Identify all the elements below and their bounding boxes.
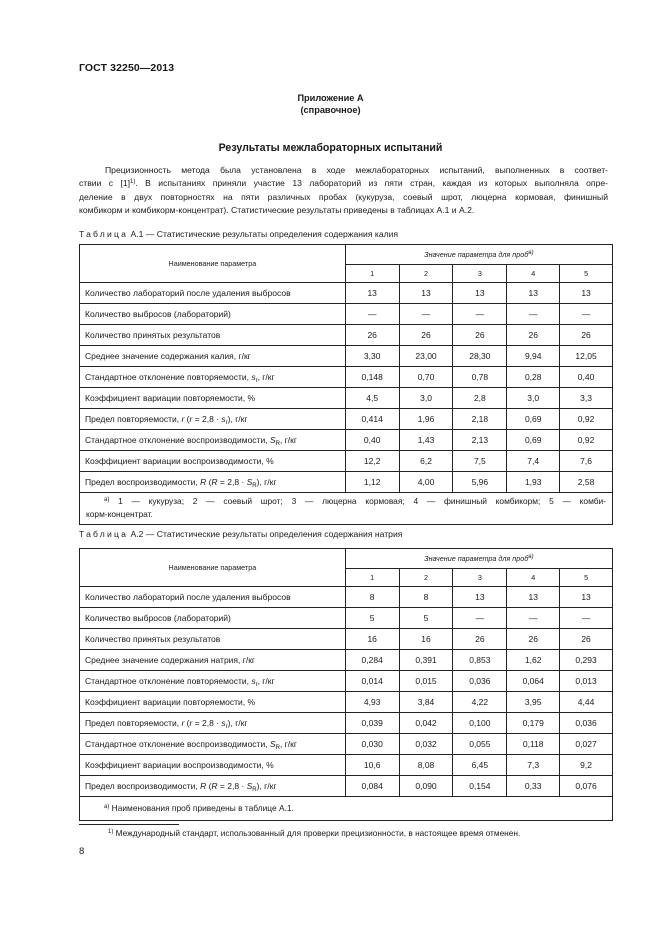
sample-number: 5 — [560, 265, 613, 283]
table-1-caption: Таблица А.1 — Статистические результаты определения содержания калия — [79, 229, 399, 239]
standard-header: ГОСТ 32250—2013 — [79, 62, 175, 74]
cell-value: 0,036 — [453, 671, 507, 692]
param-name: Стандартное отклонение воспроизводимости, $S_R$, г/кг — [80, 430, 346, 451]
cell-value: 3,30 — [345, 346, 399, 367]
table-row — [80, 472, 613, 493]
cell-value: 0,030 — [345, 734, 399, 755]
table-row — [80, 755, 613, 776]
cell-value: 4,22 — [453, 692, 507, 713]
cell-value: 4,00 — [399, 472, 453, 493]
param-name: Коэффициент вариации воспроизводимости, % — [80, 451, 346, 472]
cell-value: 0,148 — [345, 367, 399, 388]
intro-line-4: комбикорм и комбикорм-концентрат). Статистические результаты приведены в таблицах А.1 и А.2. — [79, 204, 475, 215]
table-row — [80, 671, 613, 692]
cell-value: 6,2 — [399, 451, 453, 472]
sample-number: 5 — [560, 569, 613, 587]
note-line-2: корм-концентрат. — [86, 508, 153, 519]
cell-value: 1,93 — [507, 472, 560, 493]
cell-value: 13 — [399, 283, 453, 304]
table-row — [80, 367, 613, 388]
cell-value: 0,055 — [453, 734, 507, 755]
cell-value: 7,6 — [560, 451, 613, 472]
table-note — [80, 797, 613, 821]
cell-value: 5 — [399, 608, 453, 629]
sample-number: 1 — [345, 569, 399, 587]
table-row — [80, 713, 613, 734]
cell-value: 0,414 — [345, 409, 399, 430]
cell-value: 13 — [453, 587, 507, 608]
cell-value: 1,62 — [507, 650, 560, 671]
cell-value: — — [399, 304, 453, 325]
cell-value: 0,076 — [560, 776, 613, 797]
cell-value: 1,12 — [345, 472, 399, 493]
param-name: Количество выбросов (лабораторий) — [80, 608, 346, 629]
annex-type: (справочное) — [300, 105, 361, 115]
intro-line-1: Прецизионность метода была установлена в ходе межлабораторных испытаний, выполненных в соответ- — [105, 165, 608, 175]
cell-value: 3,3 — [560, 388, 613, 409]
cell-value: 0,039 — [345, 713, 399, 734]
cell-value: 5 — [345, 608, 399, 629]
cell-value: 7,5 — [453, 451, 507, 472]
sample-number: 2 — [399, 265, 453, 283]
cell-value: 0,154 — [453, 776, 507, 797]
cell-value: 26 — [560, 629, 613, 650]
cell-value: 26 — [560, 325, 613, 346]
cell-value: 0,70 — [399, 367, 453, 388]
cell-value: 0,92 — [560, 430, 613, 451]
cell-value: — — [507, 608, 560, 629]
cell-value: 0,032 — [399, 734, 453, 755]
cell-value: 3,95 — [507, 692, 560, 713]
cell-value: 0,027 — [560, 734, 613, 755]
sample-number: 4 — [507, 265, 560, 283]
cell-value: — — [560, 608, 613, 629]
sample-number: 3 — [453, 569, 507, 587]
sample-number: 3 — [453, 265, 507, 283]
param-name: Стандартное отклонение воспроизводимости, $S_R$, г/кг — [80, 734, 346, 755]
table-note-row — [80, 493, 613, 525]
footnote-ref: 1) — [130, 179, 136, 186]
cell-value: 16 — [399, 629, 453, 650]
table-row — [80, 430, 613, 451]
table-row — [80, 451, 613, 472]
param-name: Среднее значение содержания калия, г/кг — [80, 346, 346, 367]
param-name: Предел повторяемости, r $(r = 2,8 \cdot s_r)$, г/кг — [80, 409, 346, 430]
cell-value: 0,293 — [560, 650, 613, 671]
cell-value: 26 — [507, 325, 560, 346]
cell-value: 13 — [507, 283, 560, 304]
table-2 — [79, 548, 613, 821]
cell-value: — — [507, 304, 560, 325]
param-name: Количество принятых результатов — [80, 325, 346, 346]
table-row — [80, 587, 613, 608]
cell-value: 0,33 — [507, 776, 560, 797]
cell-value: 0,013 — [560, 671, 613, 692]
intro-line-3: деление в двух повторностях на пяти различных пробах (кукуруза, соевый шрот, люцерна кормовая, финишный — [79, 191, 608, 202]
param-name: Стандартное отклонение повторяемости, $s_r$, г/кг — [80, 671, 346, 692]
cell-value: — — [345, 304, 399, 325]
param-name: Стандартное отклонение повторяемости, $s_r$, г/кг — [80, 367, 346, 388]
cell-value: 0,391 — [399, 650, 453, 671]
param-name: Количество выбросов (лабораторий) — [80, 304, 346, 325]
cell-value: 8,08 — [399, 755, 453, 776]
page-number: 8 — [79, 846, 85, 857]
header-param: Наименование параметра — [80, 549, 346, 587]
footnote: $^{1)}$ Международный стандарт, использованный для проверки прецизионности, в настоящее время отменен. — [108, 828, 521, 838]
cell-value: 8 — [399, 587, 453, 608]
cell-value: 2,18 — [453, 409, 507, 430]
table-row — [80, 409, 613, 430]
sample-number: 1 — [345, 265, 399, 283]
cell-value: 13 — [560, 587, 613, 608]
cell-value: 0,014 — [345, 671, 399, 692]
param-name: Среднее значение содержания натрия, г/кг — [80, 650, 346, 671]
table-note-row — [80, 797, 613, 821]
section-title: Результаты межлабораторных испытаний — [218, 142, 443, 154]
cell-value: — — [560, 304, 613, 325]
table-row — [80, 776, 613, 797]
cell-value: 26 — [399, 325, 453, 346]
cell-value: 12,2 — [345, 451, 399, 472]
table-2-caption: Таблица А.2 — Статистические результаты определения содержания натрия — [79, 529, 403, 539]
cell-value: 8 — [345, 587, 399, 608]
cell-value: 0,28 — [507, 367, 560, 388]
header-values: Значение параметра для проб$^{а)}$ — [345, 549, 612, 569]
sample-number: 2 — [399, 569, 453, 587]
cell-value: 13 — [560, 283, 613, 304]
cell-value: 2,58 — [560, 472, 613, 493]
cell-value: 0,69 — [507, 409, 560, 430]
cell-value: 13 — [507, 587, 560, 608]
table-row — [80, 692, 613, 713]
sample-number: 4 — [507, 569, 560, 587]
cell-value: 5,96 — [453, 472, 507, 493]
cell-value: 0,284 — [345, 650, 399, 671]
cell-value: 26 — [345, 325, 399, 346]
header-param: Наименование параметра — [80, 245, 346, 283]
cell-value: 0,40 — [345, 430, 399, 451]
cell-value: 3,0 — [507, 388, 560, 409]
footnote-rule — [79, 824, 179, 825]
cell-value: 0,015 — [399, 671, 453, 692]
cell-value: 3,0 — [399, 388, 453, 409]
cell-value: 9,94 — [507, 346, 560, 367]
cell-value: 26 — [453, 629, 507, 650]
cell-value: 0,090 — [399, 776, 453, 797]
cell-value: 0,084 — [345, 776, 399, 797]
param-name: Количество лабораторий после удаления выбросов — [80, 283, 346, 304]
cell-value: 0,853 — [453, 650, 507, 671]
param-name: Коэффициент вариации воспроизводимости, % — [80, 755, 346, 776]
cell-value: 2,8 — [453, 388, 507, 409]
cell-value: 1,43 — [399, 430, 453, 451]
intro-paragraph — [79, 164, 608, 217]
cell-value: 7,4 — [507, 451, 560, 472]
param-name: Количество принятых результатов — [80, 629, 346, 650]
header-values: Значение параметра для проб$^{а)}$ — [345, 245, 612, 265]
annex-title: Приложение А — [297, 93, 364, 103]
cell-value: 26 — [453, 325, 507, 346]
cell-value: 26 — [507, 629, 560, 650]
param-name: Количество лабораторий после удаления выбросов — [80, 587, 346, 608]
cell-value: 0,064 — [507, 671, 560, 692]
cell-value: 0,179 — [507, 713, 560, 734]
cell-value: 7,3 — [507, 755, 560, 776]
cell-value: 0,92 — [560, 409, 613, 430]
cell-value: 23,00 — [399, 346, 453, 367]
table-row — [80, 608, 613, 629]
table-row — [80, 734, 613, 755]
cell-value: 0,036 — [560, 713, 613, 734]
cell-value: — — [453, 304, 507, 325]
cell-value: 13 — [345, 283, 399, 304]
table-row — [80, 325, 613, 346]
note-line-1: $^{а)}$ 1 — кукуруза; 2 — соевый шрот; 3 — люцерна кормовая; 4 — финишный комбикорм; 5 — комби- — [104, 496, 607, 506]
param-name: Предел повторяемости, r $(r = 2,8 \cdot s_r)$, г/кг — [80, 713, 346, 734]
param-name: Предел воспроизводимости, R $(R = 2,8 \cdot S_R)$, г/кг — [80, 776, 346, 797]
param-name: Предел воспроизводимости, R $(R = 2,8 \cdot S_R)$, г/кг — [80, 472, 346, 493]
cell-value: 6,45 — [453, 755, 507, 776]
note-marker: а) — [104, 804, 110, 810]
note-line: $^{а)}$ Наименования проб приведены в таблице А.1. — [104, 803, 294, 813]
cell-value: 3,84 — [399, 692, 453, 713]
table-row — [80, 650, 613, 671]
table-row — [80, 629, 613, 650]
cell-value: 13 — [453, 283, 507, 304]
table-row — [80, 304, 613, 325]
cell-value: 1,96 — [399, 409, 453, 430]
note-marker: а) — [104, 497, 110, 503]
table-row — [80, 346, 613, 367]
cell-value: 2,13 — [453, 430, 507, 451]
cell-value: 9,2 — [560, 755, 613, 776]
cell-value: 16 — [345, 629, 399, 650]
cell-value: 0,40 — [560, 367, 613, 388]
cell-value: 10,6 — [345, 755, 399, 776]
cell-value: 4,44 — [560, 692, 613, 713]
cell-value: 0,69 — [507, 430, 560, 451]
cell-value: 4,93 — [345, 692, 399, 713]
intro-line-2: ствии с $[1]^{1)}$. В испытаниях приняли участие 13 лабораторий из пяти стран, каждая из которых выполняла опре- — [79, 178, 608, 189]
table-row — [80, 388, 613, 409]
cell-value: 28,30 — [453, 346, 507, 367]
cell-value: 0,118 — [507, 734, 560, 755]
table-note — [80, 493, 613, 525]
param-name: Коэффициент вариации повторяемости, % — [80, 388, 346, 409]
cell-value: 0,78 — [453, 367, 507, 388]
table-1 — [79, 244, 613, 525]
cell-value: 0,100 — [453, 713, 507, 734]
param-name: Коэффициент вариации повторяемости, % — [80, 692, 346, 713]
cell-value: 4,5 — [345, 388, 399, 409]
cell-value: — — [453, 608, 507, 629]
cell-value: 0,042 — [399, 713, 453, 734]
cell-value: 12,05 — [560, 346, 613, 367]
table-row — [80, 283, 613, 304]
